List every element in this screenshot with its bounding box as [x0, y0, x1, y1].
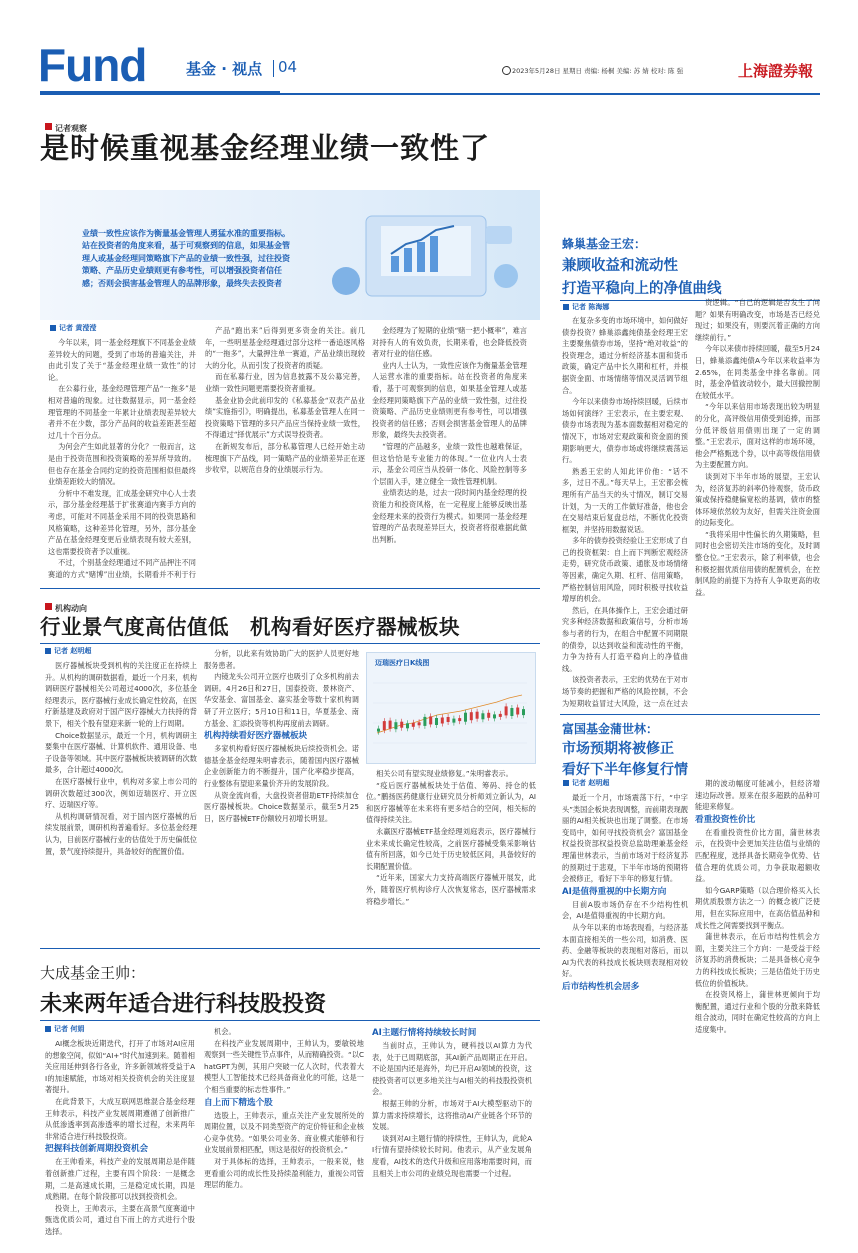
newspaper-name: 上海證券報	[738, 62, 814, 80]
lead-headline: 是时候重视基金经理业绩一致性了	[40, 131, 491, 165]
beishuo-company: 蜂巢基金王宏：	[562, 237, 647, 251]
tag-marker-icon	[45, 603, 52, 610]
candle-body	[400, 722, 403, 728]
paragraph: 产品“跑出来”后得到更多资金的关注。前几年，一些明星基金经理通过部分这样一番追逐风格的“一拖多”，大量押注单一赛道，产品业绩出现较大的分化，从而引发了投资者的质疑。	[205, 326, 365, 370]
kline-chart	[366, 652, 536, 764]
paragraph: 然后，在具体操作上，王宏会通过研究多种经济数据和政策信号，分析市场参与者的行为，在组合中配置不同期限的债券，以达到收益和流动性的平衡，力争为持有人打造平稳向上的净值曲线。	[562, 605, 688, 673]
paragraph: 期的波动幅度可能减小，但经济增速边际改善。原来在很多超跌的品种可能迎来修复。	[695, 779, 820, 812]
beishuo-column-1	[562, 315, 688, 710]
paragraph: 在投资风格上，蒲世林更倾向于均衡配置，通过行业和个股的分散来降低组合波动，同时在确定性较高的方向上适度集中。	[695, 990, 820, 1034]
subheading: AI是值得重视的中长期方向	[562, 886, 667, 897]
lead-column-3	[372, 325, 527, 580]
paragraph: 基金业协会此前印发的《私募基金“双表产品业绩”实施指引》，明确提出，私募基金管理人在同一投资策略下管理的多只产品应当保持业绩一致性，不得通过“择优展示”方式误导投资者。	[205, 395, 365, 440]
dacheng-column-3	[372, 1026, 532, 1243]
beishuo-heading	[562, 235, 822, 298]
lead-column-2	[205, 325, 365, 580]
paragraph: 在新规发布后，部分私募管理人已经开始主动梳理旗下产品线，同一策略产品的业绩差异正在逐步收窄，以规范自身的业绩展示行为。	[205, 441, 365, 475]
summary-text: 业绩一致性应该作为衡量基金管理人勇猛水准的重要指标。站在投资者的角度来看，基于可观察到的信息，如果基金管理人或基金经理同策略旗下产品的业绩一致性强，过往投资策略、产品历史业绩则更有参考性，可以增强投资者信任感；否则会损害基金管理人的品牌形象，最终失去投资者	[82, 229, 290, 288]
candle-body	[412, 723, 415, 727]
reporter-marker-icon	[563, 304, 569, 310]
masthead-rule	[40, 93, 820, 95]
subheading: 自上而下精选个股	[204, 1097, 273, 1108]
paragraph: 相关公司有望实现业绩修复。”朱明睿表示。	[376, 769, 513, 778]
candle-body	[394, 722, 397, 729]
paragraph: 不过，个别基金经理通过不同产品押注不同赛道的方式“赌博”出业绩，长期看并不利于行	[48, 558, 196, 579]
paragraph: 从今年以来的市场表现看，与经济基本面直接相关的一些公司，如消费、医药、金融等板块的表现相对落后，而以AI为代表的科技成长板块则表现相对较好。	[562, 922, 688, 979]
beishuo-title-2: 打造平稳向上的净值曲线	[562, 281, 722, 297]
candle-body	[487, 713, 490, 718]
subheading: 把握科技创新周期投资机会	[45, 1144, 149, 1155]
paragraph: 根据王帅的分析，市场对于AI大模型驱动下的算力需求持续增长，这将推动AI产业链各个环节的发展。	[372, 1098, 532, 1132]
subheading: 机构持续看好医疗器械板块	[204, 731, 308, 742]
dacheng-column-2	[204, 1026, 364, 1243]
candle-body	[522, 709, 525, 715]
medical-tag: 机构动向	[45, 596, 87, 615]
medical-headline: 行业景气度高估值低 机构看好医疗器械板块	[40, 615, 460, 639]
page-number: 04	[278, 58, 298, 76]
clock-icon	[502, 66, 511, 75]
candle-body	[452, 719, 455, 723]
candle-body	[418, 722, 421, 725]
paragraph: 如今GARP策略（以合理价格买入长期优质股票方法之一）的概念被广泛使用，但在实际应用中，在高估值品种和成长性之间需要找到平衡点。	[695, 885, 820, 930]
fuguo-top-rule	[560, 714, 820, 715]
paragraph: 对于具体标的选择，王帅表示，一般来说，他更看重公司的成长性及持续盈利能力，重视公司管理层的能力。	[204, 1156, 364, 1190]
paragraph: “疫后医疗器械板块处于估值、筹码、持仓的低位。”鹏扬医药健康行业研究员分析师刘立新认为，AI和医疗器械等在未来将有更多结合的空间，相关标的值得持续关注。	[366, 780, 536, 825]
candle-body	[447, 717, 450, 722]
candle-body	[377, 729, 380, 732]
paragraph: 当前时点，王帅认为，硬科技以AI算力为代表，处于已周期底部，其AI新产品周期正在开启。不论是国内还是海外，均已开启AI领域的投资，这使投资者可以更多地关注与AI相关的科技股投资机会。	[372, 1041, 532, 1097]
issue-meta: 2023年5月28日 星期日 责编: 杨桐 美编: 苏 婧 校对: 陈 强	[512, 67, 684, 75]
section-name: 基金 · 视点	[186, 60, 263, 78]
paragraph: 谈到对AI主题行情的持续性，王帅认为，此轮AI行情有望持续较长时间。他表示，从产业发展角度看，AI技术的迭代升级和应用落地需要时间，而且相关上市公司的业绩兑现也需要一个过程。	[372, 1133, 532, 1178]
candle-body	[481, 713, 484, 719]
beishuo-reporter: 记者 陈海娜	[563, 302, 609, 312]
fuguo-heading	[562, 720, 822, 779]
paragraph: 在医疗器械行业中，机构对多家上市公司的调研次数超过300次，例如迈瑞医疗、开立医疗、迈瑞医疗等。	[45, 776, 197, 810]
paragraph: 谈到对下半年市场的展望，王宏认为，经济复苏的斜率仍待观察，货币政策或保持稳健偏宽松的基调，债市的整体环境依然较为友好，但需关注资金面的边际变化。	[695, 471, 820, 528]
candle-body	[458, 718, 461, 721]
masthead	[0, 0, 858, 100]
paragraph: 选股上，王帅表示，重点关注产业发展所处的周期位置，以及不同类型资产的定价特征和企业核心竞争优势。“如果公司业务、商业模式能够和行业发展前景相匹配，则这是很好的投资机会。”	[204, 1110, 364, 1155]
paragraph: 为何会产生如此显著的分化？一般而言，这是由于投资范围和投资策略的差异所导致的。但也存在基金合同约定的投资范围相似但最终业绩差距较大的情况。	[48, 442, 196, 487]
finance-illustration-icon	[306, 196, 536, 316]
medical-top-rule	[40, 588, 540, 589]
paragraph: 医疗器械板块受到机构的关注度正在持续上升。从机构的调研数据看，最近一个月来，机构调研医疗器械相关公司超过4000次，多位基金经理表示，医疗器械行业成长确定性较高，在医疗新基建及政府对于国产医疗器械大力扶持的背景下，相关个股有望迎来新一轮的上行周期。	[45, 661, 197, 728]
dacheng-heading	[40, 962, 540, 1018]
paragraph: 在看重投资性价比方面，蒲世林表示，在投资中会更加关注估值与业绩的匹配程度，选择具备长期竞争优势、估值合理的优质公司，力争获取超额收益。	[695, 827, 820, 884]
medical-column-1	[45, 660, 197, 940]
fund-logo: Fund	[38, 39, 147, 91]
summary-decoration	[306, 196, 536, 316]
paragraph: 从资金流向看，大盘投资者借助ETF持续加仓医疗器械板块。Choice数据显示，截至5月25日，医疗器械ETF份额较月初增长明显。	[204, 790, 359, 823]
dacheng-reporter: 记者 何娟	[45, 1024, 84, 1034]
candle-body	[441, 718, 444, 724]
paragraph: 内镜龙头公司开立医疗也吸引了众多机构前去调研。4月26日和27日，国泰投资、景林资产、华安基金、富国基金、嘉实基金等数十家机构调研了开立医疗；5月10日和11日，华夏基金、南方基金、汇添投资等机构再度前去调研。	[204, 672, 359, 728]
paragraph: 而在私募行业，因为信息披露不及公募完善，业绩一致性问题更需要投资者重视。	[205, 372, 365, 393]
paragraph: 今年以来债券市场持续回暖，后续市场如何演绎？王宏表示，在主要宏观、债券市场表现为基本面数据相对稳定的情况下，市场对宏观政策和资金面的预期影响更大，债券市场或将继续震荡运行。	[562, 397, 688, 465]
lead-reporter: 记者 黄滢滢	[50, 323, 96, 333]
paragraph: 多年的债券投资经验让王宏形成了自己的投资框架：自上而下判断宏观经济走势，研究货币政策、通胀及市场情绪等因素，确定久期、杠杆、信用策略，严格控制信用风险，同时积极寻找收益增厚的机会。	[562, 536, 688, 604]
paragraph: 最近一个月，市场震荡下行，“中字头”类国企板块表现调整，而前期表现靓丽的AI相关板块也出现了调整。在市场变局中，如何寻找投资机会？富国基金权益投资部权益投资总监助理兼基金经理蒲世林表示，当前市场对于经济复苏的预期过于悲观，下半年市场的预期将会被修正，看好下半年的修复行情。	[562, 793, 688, 884]
fuguo-title-2: 看好下半年修复行情	[562, 762, 688, 778]
beishuo-title-1: 兼顾收益和流动性	[562, 258, 678, 274]
paragraph: 在此背景下，大成互联网思维混合基金经理王帅表示，科技产业发展周期遵循了创新推广从低渗透率到高渗透率的增长过程，未来两年非常适合进行科技股投资。	[45, 1096, 195, 1141]
dacheng-title-1: 大成基金王帅：	[40, 964, 146, 982]
candle-body	[470, 712, 473, 720]
fuguo-column-1	[562, 792, 688, 1242]
candle-body	[435, 718, 438, 725]
paragraph: 投资上，王帅表示，主要在高景气度赛道中甄选优质公司，通过自下而上的方式进行个股选择。	[45, 1203, 195, 1236]
paragraph: 蒲世林表示，在后市结构性机会方面，主要关注三个方向：一是受益于经济复苏的消费板块；二是具备核心竞争力的科技成长板块；三是估值处于历史低位的价值板块。	[695, 932, 820, 988]
reporter-marker-icon	[563, 780, 569, 786]
paragraph: 金经理为了短期的业绩“赌一把小概率”，难言对持有人的有效负责，长期来看，也会降低投资者对行业的信任感。	[372, 326, 527, 359]
subheading: 后市结构性机会居多	[562, 981, 640, 992]
reporter-marker-icon	[45, 1026, 51, 1032]
paragraph: 在复杂多变的市场环境中，如何做好债券投资？蜂巢添鑫纯债基金经理王宏主要聚焦债券市场，坚持“绝对收益”的投资理念，通过分析经济基本面和货币政策，确定产品中长久期和杠杆，并根据资金面、市场情绪等情况灵活调节组合。	[562, 316, 688, 395]
paragraph: 熟悉王宏的人知此评价他：“话不多，过日不乱。”每天早上，王宏都会梳理所有产品当天的头寸情况，制订交易计划，为一天的工作做好准备，他也会在交易结束后复盘总结，不断优化投资框架，并坚持用数据说话。	[562, 466, 688, 534]
lead-tag: 记者观察	[45, 116, 87, 135]
dacheng-column-1	[45, 1038, 195, 1243]
paragraph: “近年来，国家大力支持高端医疗器械开展发，此外，随着医疗机构诊疗人次恢复常态，医疗器械需求将稳步增长。”	[366, 873, 536, 906]
fuguo-column-2	[695, 778, 820, 1242]
candle-body	[516, 708, 519, 715]
paragraph: 业内人士认为，一致性应该作为衡量基金管理人运营水准的重要指标。站在投资者的角度来看，基于可观察到的信息，如果基金管理人或基金经理同策略旗下产品的业绩一致性强，过往投资策略、产品历史业绩则更有参考性，可以增强投资者的信任感；否则会损害基金管理人的品牌形象，最终失去投资者。	[372, 360, 527, 440]
paragraph: 在王帅看来，科技产业的发展周期总是伴随着创新推广过程，主要有四个阶段：一是概念期，二是高速成长期，三是稳定成长期，四是成熟期。在每个阶段都可以找到投资机会。	[45, 1157, 195, 1202]
paragraph: 业绩表达的是，过去一段时间内基金经理的投资能力和投资风格，在一定程度上能够反映出基金经理未来的投资行为模式。如果同一基金经理管理的产品表现差异巨大，投资者将很难据此做出判断。	[372, 488, 527, 544]
dacheng-title-rule	[40, 1020, 540, 1021]
fuguo-title-1: 市场预期将被修正	[562, 741, 674, 757]
paragraph: “今年以来信用市场表现出较为明显的分化，高评级信用债受到追捧，而部分低评级信用债则出现了一定的调整。”王宏表示，面对这样的市场环境，他会严格甄选个券，以中高等级信用债为主要配置方向。	[695, 402, 820, 470]
subheading: AI主题行情将持续较长时间	[372, 1028, 477, 1038]
candle-body	[476, 712, 479, 719]
medical-column-2	[204, 648, 359, 940]
candle-body	[510, 708, 513, 716]
medical-reporter: 记者 赵明超	[45, 646, 91, 656]
paragraph: 机会。	[214, 1027, 236, 1036]
paragraph: 今年以来债市持续回暖，截至5月24日，蜂巢添鑫纯债A今年以来收益率为2.65%，在同类基金中排名靠前。同时，基金净值波动较小，最大回撤控制在较低水平。	[695, 344, 820, 400]
section-divider	[273, 60, 274, 77]
fuguo-reporter: 记者 赵明超	[563, 778, 609, 788]
paragraph: 今年以来，同一基金经理旗下不同基金业绩差异较大的问题，受到了市场的普遍关注，并由此引发了关于“基金经理业绩一致性”的讨论。	[48, 338, 196, 382]
candle-body	[406, 723, 409, 728]
paragraph: 目前A股市场仍存在不少结构性机会，AI是值得重视的中长期方向。	[562, 899, 688, 921]
dacheng-title-2: 未来两年适合进行科技股投资	[40, 992, 327, 1017]
candle-body	[464, 713, 467, 722]
candle-body	[493, 714, 496, 718]
paragraph: 多家机构看好医疗器械板块后续投资机会。诺德基金基金经理朱明睿表示，随着国内医疗器械企业创新能力的不断提升，国产化率稳步提高，行业整体有望迎来量价齐升的发展阶段。	[204, 744, 359, 788]
paragraph: 在科技产业发展周期中，王帅认为，要敏锐地观察到一些关键性节点事件，从而精确投资。“以ChatGPT为例，其用户突破一亿人次时，代表着大模型人工智能技术已经具备商业化的可能，这是一个相当重要的标志性事件。”	[204, 1038, 364, 1094]
paragraph: 该投资者表示，王宏的优势在于对市场节奏的把握和严格的风险控制，不会为短期收益冒过大风险，这一点在过去	[562, 675, 688, 708]
beishuo-column-2	[695, 297, 820, 710]
candle-body	[505, 706, 508, 715]
paragraph: 资逻辑。“自己的逻辑是否发生了问题？如果有明确改变，市场是否已经兑现过；如果没有，则要沉着正确的方向继续前行。”	[695, 298, 820, 342]
paragraph: 在公募行业，基金经理管理产品“一拖多”是相对普遍的现象。过往数据显示，同一基金经理管理的不同基金一年累计业绩表现差异较大者并不在少数，部分产品间的收益差距甚至超过几十个百分点。	[48, 384, 196, 440]
lead-column-1	[48, 337, 196, 580]
reporter-marker-icon	[45, 648, 51, 654]
paragraph: Choice数据显示，最近一个月，机构调研主要集中在医疗器械、计算机软件、通用设备、电子设备等领域。其中医疗器械板块被调研的次数最多，合计超过4000次。	[45, 730, 197, 775]
subheading: 看重投资性价比	[695, 814, 756, 825]
paragraph: 从机构调研情况看，对于国内医疗器械的后续发展前景，调研机构普遍看好。多位基金经理认为，目前医疗器械行业的估值处于历史偏低位置，景气度持续提升，具备较好的配置价值。	[45, 811, 197, 856]
medical-title-rule	[40, 643, 540, 644]
paragraph: 永赢医疗器械ETF基金经理刘庭表示，医疗器械行业未来成长确定性较高，之前医疗器械受集采影响估值有所回落，如今已处于历史较低区间，具备较好的长期配置价值。	[366, 826, 536, 871]
paragraph: “我将采用中性偏长的久期策略，但同时也会密切关注市场的变化，及时调整仓位。”王宏表示，除了利率债，也会积极挖掘优质信用债的配置机会，在控制风险的前提下为持有人争取更高的收益。	[695, 529, 820, 597]
chart-title: 迈瑞医疗日K线图	[375, 659, 430, 667]
paragraph: AI概念板块近期迭代，打开了市场对AI应用的想象空间，似如“AI+”时代加速到来。随着相关应用延伸到各行各业，许多新领域将受益于AI的加速赋能，市场对相关投资机会的关注度显著提升。	[45, 1039, 195, 1095]
candle-body	[499, 714, 502, 717]
paragraph: 分析，以此来有效协助广大的医护人员更好地服务患者。	[204, 649, 359, 670]
dacheng-top-rule	[40, 948, 540, 949]
paragraph: 分析中不难发现，汇成基金研究中心人士表示，部分基金经理基于扩张赛道内赛手方向的考虑，可能对不同基金采用不同的投资思路和风格策略，这种差异化管理，另外，部分基金产品在基金经理变更后业绩表现有较大差别，这也需要投资者予以重视。	[48, 488, 196, 556]
fuguo-company: 富国基金蒲世林：	[562, 722, 659, 736]
paragraph: “管理的产品越多，业绩一致性也越难保证，但这恰恰是专业能力的体现。”一位业内人士表示，基金公司应当从投研一体化、风险控制等多个层面入手，建立健全一致性管理机制。	[372, 441, 527, 486]
reporter-marker-icon	[50, 325, 56, 331]
candle-body	[383, 721, 386, 730]
candle-body	[429, 716, 432, 724]
medical-column-3	[366, 768, 536, 940]
candlestick-graphic	[367, 653, 535, 763]
candle-body	[423, 717, 426, 726]
candle-body	[389, 721, 392, 729]
